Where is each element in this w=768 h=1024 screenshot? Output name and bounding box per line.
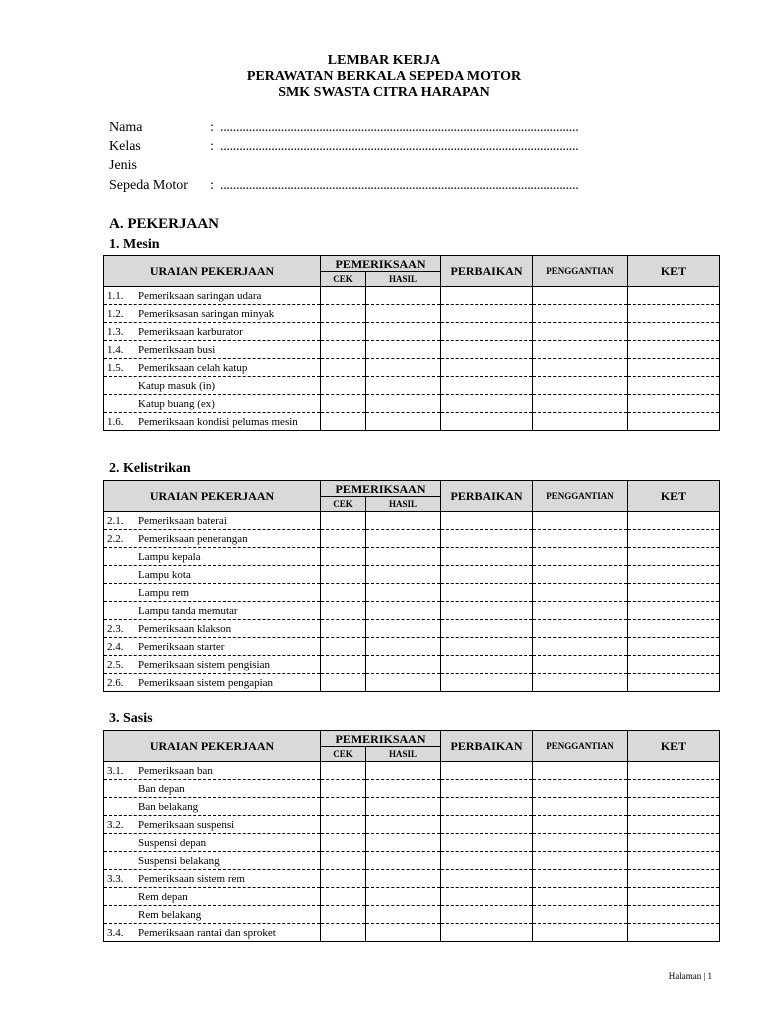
row-uraian: [104, 762, 321, 780]
cell-perbaikan[interactable]: [441, 816, 533, 834]
cell-perbaikan[interactable]: [441, 602, 533, 620]
cell-hasil[interactable]: [366, 566, 441, 584]
cell-hasil[interactable]: [366, 584, 441, 602]
cell-hasil[interactable]: [366, 888, 441, 906]
cell-hasil[interactable]: [366, 602, 441, 620]
row-text: Pemeriksaan suspensi: [138, 818, 235, 831]
row-text: Lampu kepala: [138, 550, 201, 563]
table-mesin: [103, 255, 720, 431]
table-row: [104, 305, 720, 323]
doc-title-line3: SMK SWASTA CITRA HARAPAN: [278, 85, 490, 100]
cell-perbaikan[interactable]: [441, 323, 533, 341]
row-uraian: [104, 395, 321, 413]
header-cek: CEK: [321, 747, 366, 762]
row-uraian: [104, 602, 321, 620]
row-text: Ban depan: [138, 782, 185, 795]
row-uraian: [104, 530, 321, 548]
cell-cek[interactable]: [321, 584, 366, 602]
cell-cek[interactable]: [321, 834, 366, 852]
cell-ket[interactable]: [628, 377, 720, 395]
header-hasil: HASIL: [366, 747, 441, 762]
row-text: Pemeriksaan rantai dan sproket: [138, 926, 276, 939]
header-hasil: HASIL: [366, 497, 441, 512]
row-text: Lampu rem: [138, 586, 190, 599]
cell-hasil[interactable]: [366, 413, 441, 431]
table-row: [104, 530, 720, 548]
cell-penggantian[interactable]: [533, 620, 628, 638]
row-uraian: [104, 798, 321, 816]
field-nama-value[interactable]: ................................................................................................................: [220, 120, 579, 135]
cell-ket[interactable]: [628, 602, 720, 620]
cell-ket[interactable]: [628, 834, 720, 852]
cell-ket[interactable]: [628, 584, 720, 602]
table-row: [104, 377, 720, 395]
row-text: Rem depan: [138, 890, 188, 903]
row-number: 3.4.: [107, 926, 124, 939]
cell-penggantian[interactable]: [533, 548, 628, 566]
header-pemeriksaan: PEMERIKSAAN: [321, 256, 441, 272]
table-sasis: [103, 730, 720, 942]
cell-perbaikan[interactable]: [441, 870, 533, 888]
row-text: Pemeriksaan saringan udara: [138, 289, 262, 302]
page-footer: Halaman | 1: [668, 971, 712, 981]
cell-hasil[interactable]: [366, 395, 441, 413]
cell-ket[interactable]: [628, 798, 720, 816]
cell-cek[interactable]: [321, 602, 366, 620]
row-text: Pemeriksasan saringan minyak: [138, 307, 275, 320]
table-sasis-title: 3. Sasis: [109, 711, 153, 726]
header-ket: KET: [628, 481, 720, 512]
cell-cek[interactable]: [321, 287, 366, 305]
row-uraian: [104, 359, 321, 377]
cell-ket[interactable]: [628, 906, 720, 924]
cell-cek[interactable]: [321, 359, 366, 377]
cell-perbaikan[interactable]: [441, 341, 533, 359]
cell-cek[interactable]: [321, 323, 366, 341]
header-perbaikan: PERBAIKAN: [441, 256, 533, 287]
header-penggantian: PENGGANTIAN: [533, 731, 628, 762]
cell-penggantian[interactable]: [533, 413, 628, 431]
cell-cek[interactable]: [321, 548, 366, 566]
table-row: [104, 924, 720, 942]
cell-cek[interactable]: [321, 780, 366, 798]
cell-perbaikan[interactable]: [441, 566, 533, 584]
cell-penggantian[interactable]: [533, 584, 628, 602]
cell-ket[interactable]: [628, 512, 720, 530]
cell-cek[interactable]: [321, 888, 366, 906]
cell-perbaikan[interactable]: [441, 548, 533, 566]
cell-hasil[interactable]: [366, 798, 441, 816]
table-row: [104, 395, 720, 413]
header-penggantian: PENGGANTIAN: [533, 481, 628, 512]
row-text: Katup buang (ex): [138, 397, 215, 410]
row-text: Pemeriksaan baterai: [138, 514, 227, 527]
row-number: 1.4.: [107, 343, 124, 356]
cell-cek[interactable]: [321, 816, 366, 834]
cell-ket[interactable]: [628, 566, 720, 584]
cell-penggantian[interactable]: [533, 870, 628, 888]
cell-hasil[interactable]: [366, 512, 441, 530]
cell-penggantian[interactable]: [533, 359, 628, 377]
row-text: Pemeriksaan penerangan: [138, 532, 248, 545]
cell-penggantian[interactable]: [533, 395, 628, 413]
header-cek: CEK: [321, 272, 366, 287]
cell-hasil[interactable]: [366, 341, 441, 359]
cell-cek[interactable]: [321, 377, 366, 395]
cell-ket[interactable]: [628, 323, 720, 341]
row-uraian: [104, 620, 321, 638]
row-text: Pemeriksaan busi: [138, 343, 216, 356]
cell-hasil[interactable]: [366, 674, 441, 692]
table-row: [104, 548, 720, 566]
header-ket: KET: [628, 256, 720, 287]
cell-penggantian[interactable]: [533, 287, 628, 305]
cell-ket[interactable]: [628, 780, 720, 798]
cell-hasil[interactable]: [366, 620, 441, 638]
table-row: [104, 762, 720, 780]
table-row: [104, 888, 720, 906]
cell-hasil[interactable]: [366, 852, 441, 870]
cell-cek[interactable]: [321, 762, 366, 780]
cell-ket[interactable]: [628, 530, 720, 548]
cell-cek[interactable]: [321, 566, 366, 584]
cell-cek[interactable]: [321, 924, 366, 942]
row-text: Katup masuk (in): [138, 379, 215, 392]
row-number: 1.1.: [107, 289, 124, 302]
cell-penggantian[interactable]: [533, 530, 628, 548]
row-number: 1.6.: [107, 415, 124, 428]
header-ket: KET: [628, 731, 720, 762]
row-number: 1.2.: [107, 307, 124, 320]
row-number: 2.2.: [107, 532, 124, 545]
cell-hasil[interactable]: [366, 287, 441, 305]
table-row: [104, 602, 720, 620]
cell-cek[interactable]: [321, 674, 366, 692]
header-uraian: URAIAN PEKERJAAN: [104, 481, 321, 512]
cell-hasil[interactable]: [366, 834, 441, 852]
field-sepeda-motor: Sepeda Motor : ................................................................................................................: [109, 178, 579, 193]
cell-hasil[interactable]: [366, 656, 441, 674]
cell-cek[interactable]: [321, 656, 366, 674]
cell-perbaikan[interactable]: [441, 287, 533, 305]
table-row: [104, 512, 720, 530]
row-uraian: [104, 584, 321, 602]
row-uraian: [104, 323, 321, 341]
cell-hasil[interactable]: [366, 359, 441, 377]
header-uraian: URAIAN PEKERJAAN: [104, 731, 321, 762]
row-uraian: [104, 870, 321, 888]
cell-penggantian[interactable]: [533, 512, 628, 530]
row-uraian: [104, 888, 321, 906]
row-uraian: [104, 816, 321, 834]
cell-cek[interactable]: [321, 638, 366, 656]
cell-ket[interactable]: [628, 305, 720, 323]
cell-penggantian[interactable]: [533, 602, 628, 620]
cell-cek[interactable]: [321, 413, 366, 431]
cell-ket[interactable]: [628, 359, 720, 377]
cell-perbaikan[interactable]: [441, 395, 533, 413]
table-row: [104, 359, 720, 377]
row-text: Pemeriksaan starter: [138, 640, 225, 653]
cell-ket[interactable]: [628, 924, 720, 942]
header-pemeriksaan: PEMERIKSAAN: [321, 731, 441, 747]
cell-perbaikan[interactable]: [441, 762, 533, 780]
cell-cek[interactable]: [321, 512, 366, 530]
cell-penggantian[interactable]: [533, 323, 628, 341]
cell-perbaikan[interactable]: [441, 834, 533, 852]
cell-ket[interactable]: [628, 816, 720, 834]
cell-hasil[interactable]: [366, 305, 441, 323]
cell-hasil[interactable]: [366, 377, 441, 395]
cell-cek[interactable]: [321, 620, 366, 638]
cell-perbaikan[interactable]: [441, 656, 533, 674]
cell-cek[interactable]: [321, 906, 366, 924]
row-uraian: [104, 377, 321, 395]
cell-penggantian[interactable]: [533, 674, 628, 692]
cell-penggantian[interactable]: [533, 305, 628, 323]
table-row: [104, 413, 720, 431]
row-uraian: [104, 674, 321, 692]
cell-cek[interactable]: [321, 870, 366, 888]
cell-perbaikan[interactable]: [441, 377, 533, 395]
row-number: 3.2.: [107, 818, 124, 831]
cell-ket[interactable]: [628, 638, 720, 656]
row-uraian: [104, 834, 321, 852]
row-uraian: [104, 852, 321, 870]
table-row: [104, 906, 720, 924]
field-nama: Nama : ................................................................................................................: [109, 120, 579, 135]
header-perbaikan: PERBAIKAN: [441, 731, 533, 762]
cell-ket[interactable]: [628, 287, 720, 305]
row-uraian: [104, 512, 321, 530]
table-row: [104, 566, 720, 584]
cell-penggantian[interactable]: [533, 638, 628, 656]
cell-cek[interactable]: [321, 852, 366, 870]
row-text: Pemeriksaan ban: [138, 764, 213, 777]
cell-ket[interactable]: [628, 548, 720, 566]
doc-title-line2: PERAWATAN BERKALA SEPEDA MOTOR: [246, 69, 522, 84]
row-text: Pemeriksaan sistem pengisian: [138, 658, 270, 671]
cell-penggantian[interactable]: [533, 816, 628, 834]
cell-ket[interactable]: [628, 413, 720, 431]
table-row: [104, 341, 720, 359]
row-text: Pemeriksaan klakson: [138, 622, 232, 635]
row-number: 2.5.: [107, 658, 124, 671]
row-uraian: [104, 548, 321, 566]
cell-ket[interactable]: [628, 762, 720, 780]
row-text: Pemeriksaan celah katup: [138, 361, 248, 374]
row-text: Ban belakang: [138, 800, 199, 813]
table-row: [104, 584, 720, 602]
cell-perbaikan[interactable]: [441, 584, 533, 602]
row-uraian: [104, 341, 321, 359]
cell-hasil[interactable]: [366, 816, 441, 834]
cell-hasil[interactable]: [366, 762, 441, 780]
cell-penggantian[interactable]: [533, 566, 628, 584]
table-row: [104, 620, 720, 638]
table-row: [104, 780, 720, 798]
cell-ket[interactable]: [628, 852, 720, 870]
row-uraian: [104, 566, 321, 584]
row-uraian: [104, 413, 321, 431]
cell-ket[interactable]: [628, 888, 720, 906]
field-kelas-value[interactable]: ................................................................................................................: [220, 139, 579, 154]
cell-penggantian[interactable]: [533, 656, 628, 674]
field-kelas: Kelas : ................................................................................................................: [109, 139, 579, 154]
cell-hasil[interactable]: [366, 780, 441, 798]
header-hasil: HASIL: [366, 272, 441, 287]
cell-penggantian[interactable]: [533, 888, 628, 906]
cell-hasil[interactable]: [366, 530, 441, 548]
cell-penggantian[interactable]: [533, 762, 628, 780]
cell-ket[interactable]: [628, 674, 720, 692]
table-row: [104, 870, 720, 888]
header-perbaikan: PERBAIKAN: [441, 481, 533, 512]
table-row: [104, 674, 720, 692]
doc-title-line1: LEMBAR KERJA: [327, 53, 441, 68]
cell-perbaikan[interactable]: [441, 888, 533, 906]
cell-hasil[interactable]: [366, 906, 441, 924]
table-row: [104, 656, 720, 674]
cell-penggantian[interactable]: [533, 906, 628, 924]
cell-perbaikan[interactable]: [441, 638, 533, 656]
cell-perbaikan[interactable]: [441, 852, 533, 870]
row-uraian: [104, 305, 321, 323]
table-kelistrikan: [103, 480, 720, 692]
row-text: Suspensi depan: [138, 836, 207, 849]
cell-penggantian[interactable]: [533, 341, 628, 359]
cell-cek[interactable]: [321, 798, 366, 816]
cell-perbaikan[interactable]: [441, 906, 533, 924]
cell-ket[interactable]: [628, 870, 720, 888]
table-row: [104, 834, 720, 852]
row-number: 2.1.: [107, 514, 124, 527]
row-number: 3.3.: [107, 872, 124, 885]
row-text: Suspensi belakang: [138, 854, 220, 867]
row-text: Lampu kota: [138, 568, 191, 581]
cell-penggantian[interactable]: [533, 798, 628, 816]
section-pekerjaan-title: A. PEKERJAAN: [109, 216, 220, 232]
table-row: [104, 816, 720, 834]
cell-perbaikan[interactable]: [441, 674, 533, 692]
cell-hasil[interactable]: [366, 323, 441, 341]
row-number: 2.6.: [107, 676, 124, 689]
cell-penggantian[interactable]: [533, 924, 628, 942]
cell-perbaikan[interactable]: [441, 924, 533, 942]
table-row: [104, 287, 720, 305]
row-text: Lampu tanda memutar: [138, 604, 238, 617]
row-uraian: [104, 638, 321, 656]
cell-perbaikan[interactable]: [441, 530, 533, 548]
cell-penggantian[interactable]: [533, 852, 628, 870]
cell-penggantian[interactable]: [533, 377, 628, 395]
row-uraian: [104, 780, 321, 798]
cell-ket[interactable]: [628, 341, 720, 359]
cell-ket[interactable]: [628, 620, 720, 638]
cell-perbaikan[interactable]: [441, 780, 533, 798]
header-cek: CEK: [321, 497, 366, 512]
row-text: Pemeriksaan kondisi pelumas mesin: [138, 415, 298, 428]
table-kelistrikan-title: 2. Kelistrikan: [109, 461, 191, 476]
row-uraian: [104, 906, 321, 924]
header-pemeriksaan: PEMERIKSAAN: [321, 481, 441, 497]
row-number: 3.1.: [107, 764, 124, 777]
cell-ket[interactable]: [628, 395, 720, 413]
row-text: Rem belakang: [138, 908, 202, 921]
cell-penggantian[interactable]: [533, 780, 628, 798]
cell-hasil[interactable]: [366, 638, 441, 656]
cell-perbaikan[interactable]: [441, 512, 533, 530]
cell-perbaikan[interactable]: [441, 620, 533, 638]
row-number: 1.5.: [107, 361, 124, 374]
cell-perbaikan[interactable]: [441, 359, 533, 377]
row-number: 2.3.: [107, 622, 124, 635]
table-row: [104, 638, 720, 656]
cell-perbaikan[interactable]: [441, 798, 533, 816]
cell-perbaikan[interactable]: [441, 305, 533, 323]
table-row: [104, 798, 720, 816]
cell-cek[interactable]: [321, 341, 366, 359]
row-uraian: [104, 924, 321, 942]
table-row: [104, 852, 720, 870]
cell-hasil[interactable]: [366, 548, 441, 566]
cell-hasil[interactable]: [366, 870, 441, 888]
row-uraian: [104, 656, 321, 674]
row-text: Pemeriksaan sistem pengapian: [138, 676, 274, 689]
row-text: Pemeriksaan karburator: [138, 325, 243, 338]
row-number: 1.3.: [107, 325, 124, 338]
cell-cek[interactable]: [321, 305, 366, 323]
cell-cek[interactable]: [321, 530, 366, 548]
table-row: [104, 323, 720, 341]
field-jenis: Jenis: [109, 158, 137, 173]
cell-penggantian[interactable]: [533, 834, 628, 852]
cell-hasil[interactable]: [366, 924, 441, 942]
cell-perbaikan[interactable]: [441, 413, 533, 431]
field-sepeda-motor-value[interactable]: ................................................................................................................: [220, 178, 579, 193]
cell-cek[interactable]: [321, 395, 366, 413]
row-number: 2.4.: [107, 640, 124, 653]
row-uraian: [104, 287, 321, 305]
cell-ket[interactable]: [628, 656, 720, 674]
row-text: Pemeriksaan sistem rem: [138, 872, 245, 885]
header-uraian: URAIAN PEKERJAAN: [104, 256, 321, 287]
header-penggantian: PENGGANTIAN: [533, 256, 628, 287]
table-mesin-title: 1. Mesin: [109, 237, 160, 252]
